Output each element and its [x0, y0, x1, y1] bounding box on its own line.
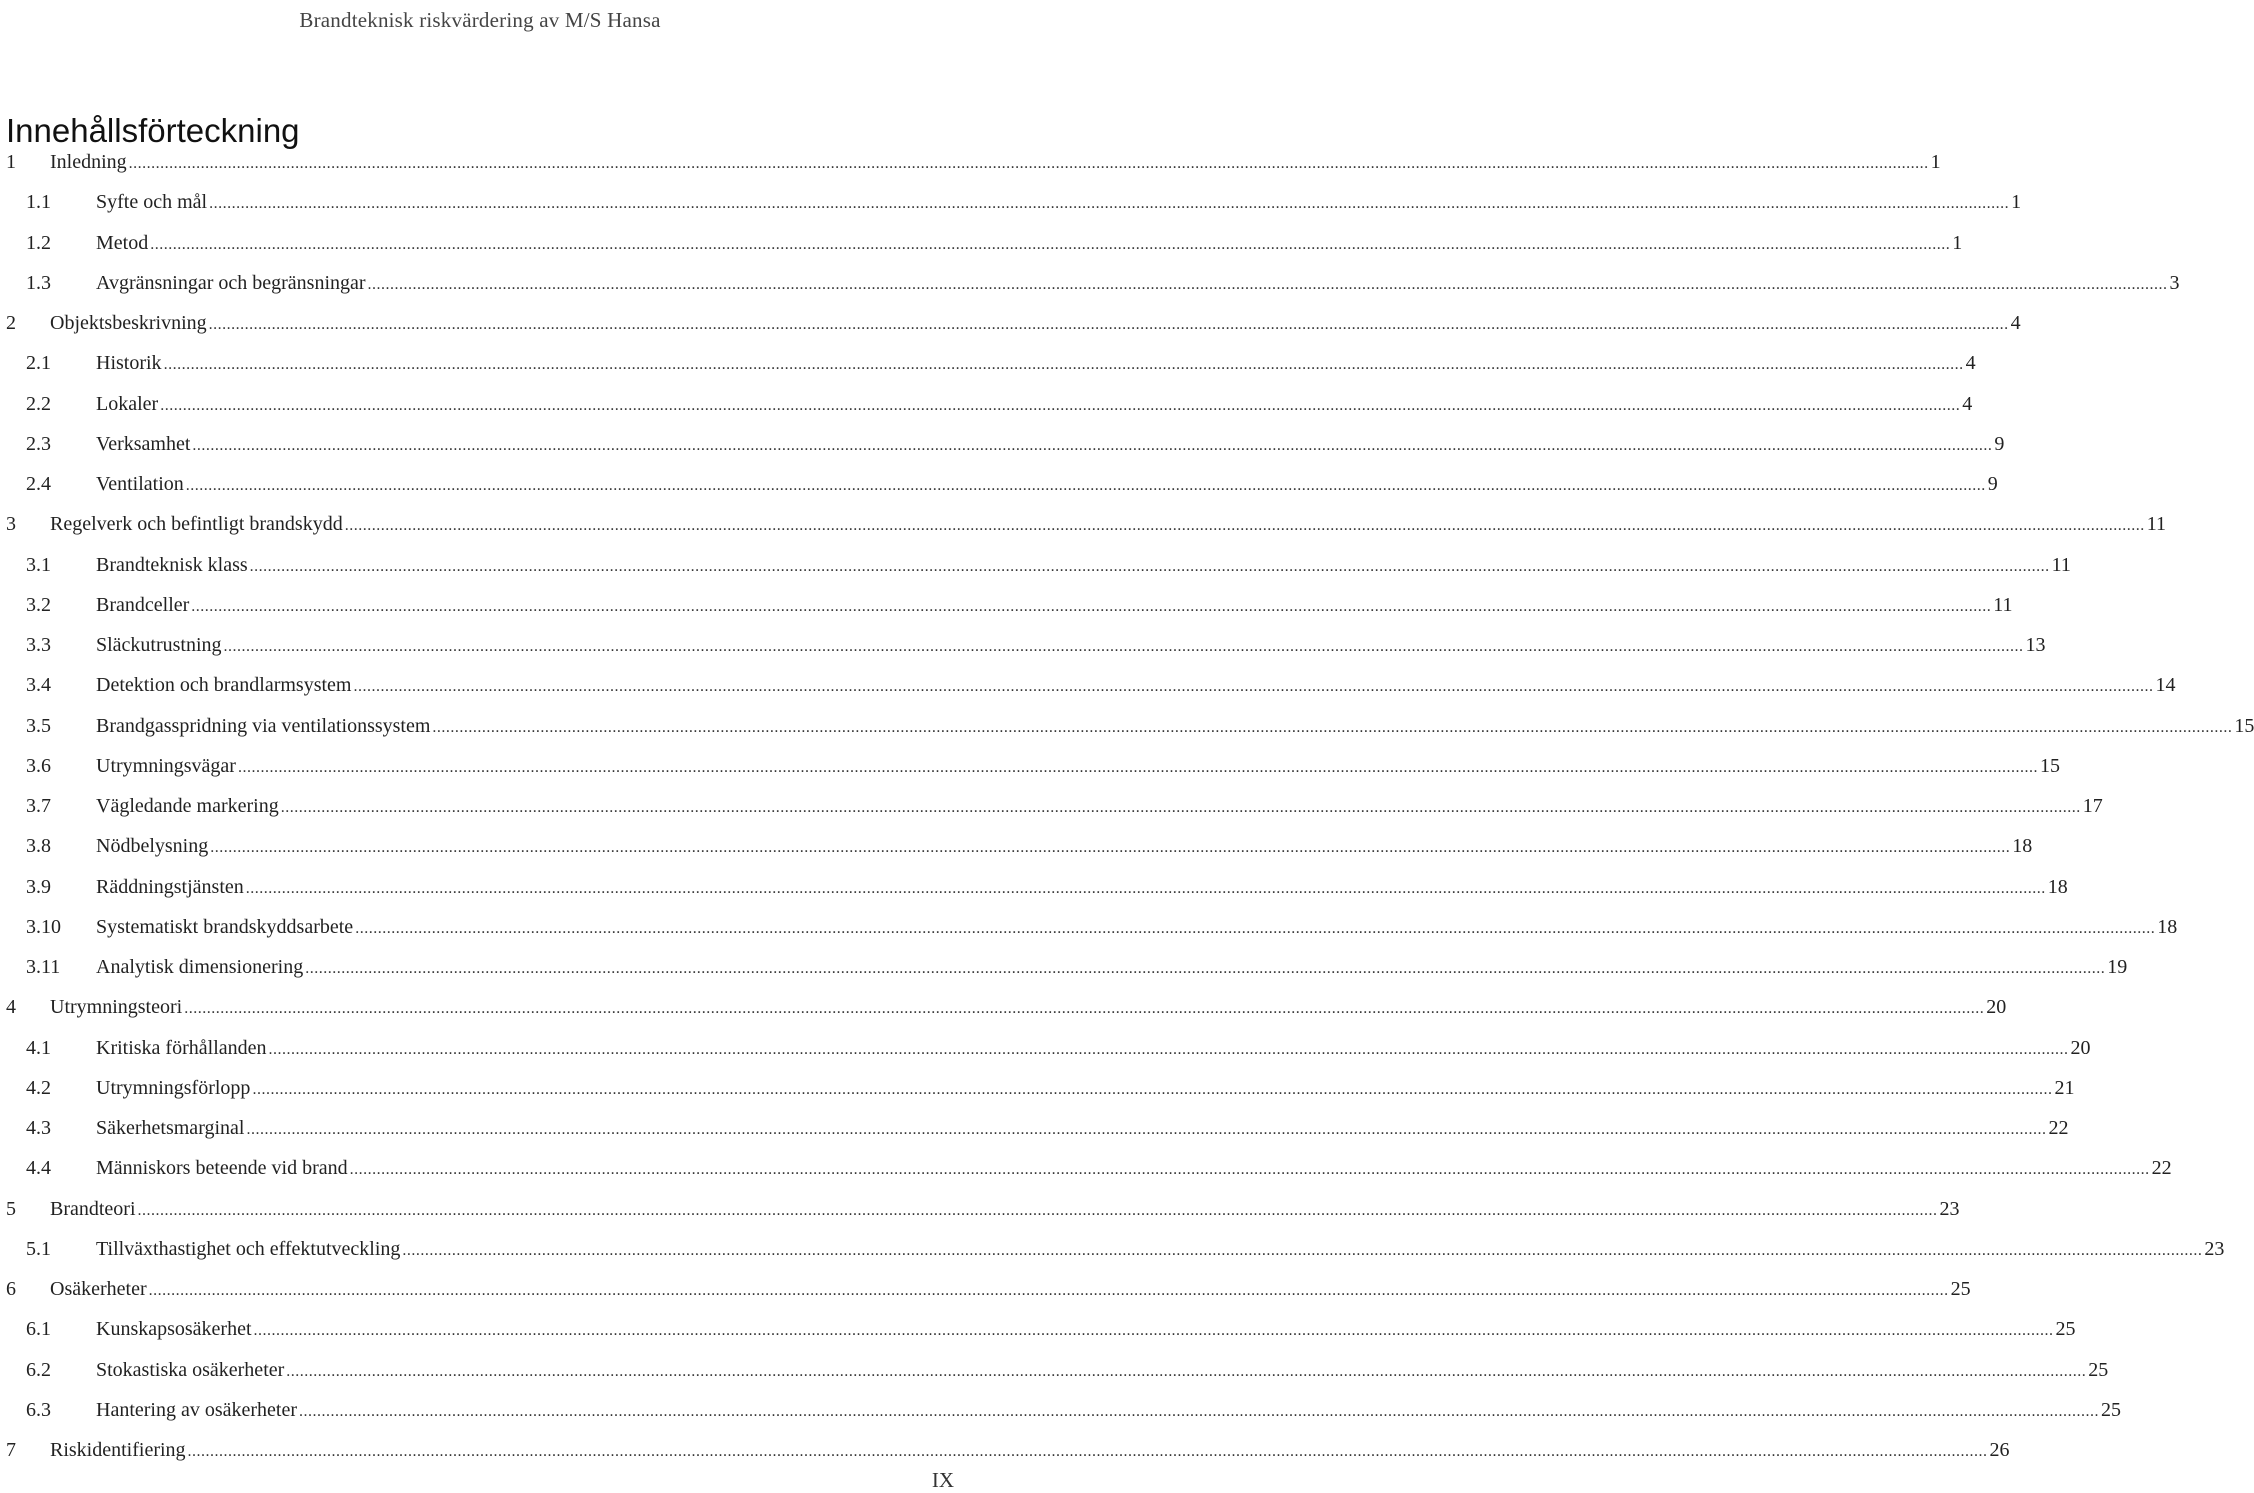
toc-dot-leader: ................................................................................................................................................................................................................................................................................................................................................................................................................: [237, 758, 2038, 776]
toc-title: Innehållsförteckning: [6, 112, 300, 149]
toc-entry-line: [50, 303, 2021, 343]
toc-entry-title[interactable]: Människors beteende vid brand: [96, 1157, 348, 1180]
toc-entry-line: [50, 504, 2166, 544]
toc-entry-page: 11: [1993, 593, 2013, 616]
toc-entry-line: [50, 987, 2007, 1027]
toc-entry-page: 18: [2012, 835, 2033, 858]
toc-dot-leader: ................................................................................................................................................................................................................................................................................................................................................................................................................: [249, 557, 2050, 575]
toc-entry[interactable]: [0, 303, 2021, 343]
toc-entry-number: 2.4: [26, 473, 51, 495]
toc-entry-page: 15: [2234, 714, 2254, 737]
toc-entry-number: 4: [6, 996, 16, 1019]
toc-dot-leader: ................................................................................................................................................................................................................................................................................................................................................................................................................: [432, 718, 2233, 736]
toc-entry-title[interactable]: Nödbelysning: [96, 835, 209, 858]
toc-entry-title[interactable]: Stokastiska osäkerheter: [96, 1358, 285, 1381]
toc-entry-title[interactable]: Riskidentifiering: [50, 1439, 186, 1461]
toc-entry[interactable]: [0, 907, 2178, 947]
toc-entry-number: 7: [6, 1439, 16, 1461]
running-header: Brandteknisk riskvärdering av M/S Hansa: [299, 8, 661, 32]
toc-entry-title[interactable]: Brandceller: [96, 593, 190, 616]
toc-dot-leader: ................................................................................................................................................................................................................................................................................................................................................................................................................: [245, 879, 2046, 897]
toc-entry[interactable]: [0, 826, 2033, 866]
toc-entry-page: 20: [2070, 1036, 2091, 1059]
toc-entry-title[interactable]: Osäkerheter: [50, 1278, 147, 1300]
toc-entry-page: 9: [1994, 432, 2005, 455]
toc-entry-number: 2: [6, 312, 16, 334]
toc-entry[interactable]: [0, 746, 2060, 786]
toc-dot-leader: ................................................................................................................................................................................................................................................................................................................................................................................................................: [353, 678, 2154, 696]
toc-entry-number: 1.1: [26, 191, 51, 214]
toc-entry-page: 4: [1965, 352, 1976, 375]
toc-entry-page: 25: [2101, 1398, 2122, 1421]
toc-entry-line: [96, 746, 2060, 786]
toc-entry-line: [96, 907, 2178, 947]
toc-dot-leader: ................................................................................................................................................................................................................................................................................................................................................................................................................: [208, 316, 2009, 333]
toc-entry-line: [96, 464, 1998, 504]
toc-entry[interactable]: [0, 504, 2166, 544]
toc-entry-number: 3.5: [26, 714, 51, 737]
toc-entry[interactable]: [0, 182, 2022, 222]
toc-entry-title[interactable]: Utrymningsförlopp: [96, 1076, 251, 1099]
toc-entry-page: 9: [1987, 473, 1998, 495]
toc-dot-leader: ................................................................................................................................................................................................................................................................................................................................................................................................................: [355, 919, 2156, 937]
toc-dot-leader: ................................................................................................................................................................................................................................................................................................................................................................................................................: [150, 235, 1951, 253]
toc-entry[interactable]: [0, 384, 1973, 424]
toc-dot-leader: ................................................................................................................................................................................................................................................................................................................................................................................................................: [192, 436, 1993, 454]
toc-entry-title[interactable]: Historik: [96, 352, 162, 375]
toc-dot-leader: ................................................................................................................................................................................................................................................................................................................................................................................................................: [280, 799, 2081, 816]
toc-entry-number: 3.7: [26, 795, 51, 817]
toc-entry-number: 3.9: [26, 875, 51, 898]
toc-entry[interactable]: [0, 1148, 2172, 1188]
toc-entry-number: 5.1: [26, 1237, 51, 1260]
toc-entry-number: 1.2: [26, 231, 51, 254]
toc-entry-title[interactable]: Syfte och mål: [96, 191, 208, 214]
toc-dot-leader: ................................................................................................................................................................................................................................................................................................................................................................................................................: [305, 960, 2106, 977]
toc-entry-line: [96, 867, 2068, 907]
toc-dot-leader: ................................................................................................................................................................................................................................................................................................................................................................................................................: [163, 356, 1964, 374]
toc-entry-page: 1: [2011, 191, 2022, 214]
toc-entry-page: 18: [2047, 875, 2068, 898]
toc-entry-title[interactable]: Verksamhet: [96, 432, 191, 455]
toc-entry-title[interactable]: Kunskapsosäkerhet: [96, 1318, 252, 1341]
toc-entry[interactable]: [0, 1028, 2091, 1068]
toc-entry-number: 6.2: [26, 1358, 51, 1381]
toc-entry[interactable]: [0, 786, 2103, 826]
toc-entry[interactable]: [0, 142, 1941, 182]
toc-entry-title[interactable]: Släckutrustning: [96, 634, 222, 656]
toc-entry-number: 3.6: [26, 754, 51, 777]
toc-entry-line: [96, 1309, 2076, 1349]
toc-entry-line: [96, 585, 2013, 625]
toc-dot-leader: ................................................................................................................................................................................................................................................................................................................................................................................................................: [349, 1161, 2150, 1179]
toc-entry-line: [96, 182, 2022, 222]
toc-entry-line: [96, 947, 2128, 987]
toc-entry-line: [96, 1108, 2069, 1148]
toc-entry-page: 25: [2055, 1318, 2076, 1341]
toc-entry-title[interactable]: Avgränsningar och begränsningar: [96, 271, 366, 294]
toc-dot-leader: ................................................................................................................................................................................................................................................................................................................................................................................................................: [367, 275, 2168, 293]
toc-entry-number: 3.8: [26, 835, 51, 858]
toc-dot-leader: ................................................................................................................................................................................................................................................................................................................................................................................................................: [253, 1322, 2054, 1340]
toc-entry-page: 20: [1986, 996, 2007, 1019]
toc-entry[interactable]: [0, 585, 2013, 625]
toc-entry-page: 14: [2155, 674, 2176, 697]
toc-entry-line: [96, 343, 1976, 383]
toc-entry-number: 3.4: [26, 674, 51, 697]
toc-entry-page: 18: [2157, 915, 2178, 938]
toc-entry-page: 3: [2169, 271, 2180, 294]
toc-entry-number: 1: [6, 151, 16, 173]
toc-entry-line: [96, 545, 2071, 585]
toc-entry-line: [96, 384, 1973, 424]
toc-entry-title[interactable]: Objektsbeskrivning: [50, 312, 207, 334]
toc-entry-page: 17: [2082, 795, 2103, 817]
toc-entry-line: [96, 665, 2176, 705]
toc-entry-title[interactable]: Räddningstjänsten: [96, 875, 244, 898]
toc-entry-page: 11: [2051, 553, 2071, 576]
toc-dot-leader: ................................................................................................................................................................................................................................................................................................................................................................................................................: [344, 517, 2145, 535]
toc-entry-line: [96, 1068, 2075, 1108]
toc-dot-leader: ................................................................................................................................................................................................................................................................................................................................................................................................................: [137, 1201, 1938, 1219]
toc-entry-page: 26: [1989, 1439, 2010, 1461]
toc-entry-number: 4.1: [26, 1036, 51, 1059]
toc-dot-leader: ................................................................................................................................................................................................................................................................................................................................................................................................................: [210, 839, 2011, 857]
toc-entry-page: 25: [1950, 1278, 1971, 1300]
page-number: IX: [931, 1468, 954, 1492]
toc-entry-number: 4.3: [26, 1117, 51, 1139]
toc-entry-line: [96, 1028, 2091, 1068]
toc-entry-number: 6.3: [26, 1398, 51, 1421]
toc-entry-line: [96, 1229, 2225, 1269]
toc-entry-number: 3.3: [26, 634, 51, 656]
toc-entry[interactable]: [0, 223, 1963, 263]
toc-entry-number: 5: [6, 1197, 16, 1220]
toc-entry-title[interactable]: Detektion och brandlarmsystem: [96, 674, 352, 697]
toc-entry-line: [96, 1148, 2172, 1188]
toc-entry-page: 15: [2039, 754, 2060, 777]
toc-entry-page: 4: [1962, 392, 1973, 415]
toc-entry[interactable]: [0, 625, 2046, 665]
toc-entry-line: [96, 786, 2103, 826]
toc-entry-number: 2.3: [26, 432, 51, 455]
toc-entry-number: 3: [6, 513, 16, 536]
toc-entry-line: [96, 1350, 2109, 1390]
toc-entry-number: 6: [6, 1278, 16, 1300]
toc-dot-leader: ................................................................................................................................................................................................................................................................................................................................................................................................................: [223, 638, 2024, 655]
toc-entry-number: 3.11: [26, 956, 61, 978]
toc-dot-leader: ................................................................................................................................................................................................................................................................................................................................................................................................................: [148, 1282, 1949, 1299]
toc-entry-number: 2.1: [26, 352, 51, 375]
toc-dot-leader: ................................................................................................................................................................................................................................................................................................................................................................................................................: [187, 1443, 1988, 1460]
toc-entry-line: [96, 826, 2033, 866]
toc-entry-page: 1: [1930, 151, 1941, 173]
toc-entry-number: 3.2: [26, 593, 51, 616]
toc-entry-number: 3.10: [26, 915, 61, 938]
toc-entry-number: 3.1: [26, 553, 51, 576]
toc-entry-line: [96, 706, 2254, 746]
toc-entry-title[interactable]: Säkerhetsmarginal: [96, 1117, 245, 1139]
toc-entry[interactable]: [0, 1269, 1971, 1309]
toc-dot-leader: ................................................................................................................................................................................................................................................................................................................................................................................................................: [191, 597, 1992, 615]
toc-entry[interactable]: [0, 545, 2071, 585]
toc-entry-line: [96, 1390, 2122, 1430]
toc-entry[interactable]: [0, 1229, 2225, 1269]
toc-entry-line: [50, 1189, 1960, 1229]
toc-entry-line: [50, 1430, 2010, 1470]
toc-entry-title[interactable]: Ventilation: [96, 473, 184, 495]
toc-dot-leader: ................................................................................................................................................................................................................................................................................................................................................................................................................: [160, 396, 1961, 414]
toc-entry[interactable]: [0, 1430, 2010, 1470]
toc-entry[interactable]: [0, 1189, 1960, 1229]
toc-entry-page: 22: [2151, 1157, 2172, 1180]
toc-dot-leader: ................................................................................................................................................................................................................................................................................................................................................................................................................: [184, 1000, 1985, 1018]
toc-entry[interactable]: [0, 1309, 2076, 1349]
toc-entry[interactable]: [0, 424, 2005, 464]
toc-entry[interactable]: [0, 665, 2176, 705]
toc-entry-line: [96, 424, 2005, 464]
toc-entry-number: 1.3: [26, 271, 51, 294]
toc-entry[interactable]: [0, 343, 1976, 383]
toc-entry[interactable]: [0, 464, 1998, 504]
toc-entry-title[interactable]: Kritiska förhållanden: [96, 1036, 267, 1059]
toc-entry-page: 25: [2088, 1358, 2109, 1381]
toc-entry-title[interactable]: Vägledande markering: [96, 795, 279, 817]
toc-entry-page: 21: [2054, 1076, 2075, 1099]
toc-entry-page: 11: [2146, 513, 2166, 536]
toc-entry-page: 13: [2025, 634, 2046, 656]
toc-entry-page: 1: [1952, 231, 1963, 254]
toc-entry[interactable]: [0, 263, 2180, 303]
toc-entry[interactable]: [0, 947, 2128, 987]
toc-entry-number: 4.2: [26, 1076, 51, 1099]
toc-dot-leader: ................................................................................................................................................................................................................................................................................................................................................................................................................: [402, 1241, 2203, 1259]
toc-entry[interactable]: [0, 1108, 2069, 1148]
toc-entry-title[interactable]: Utrymningsvägar: [96, 754, 236, 777]
toc-entry-number: 4.4: [26, 1157, 51, 1180]
toc-entry-page: 22: [2048, 1117, 2069, 1139]
toc-entry-line: [50, 142, 1941, 182]
toc-entry-line: [96, 223, 1963, 263]
toc-entry[interactable]: [0, 867, 2068, 907]
toc-entry-page: 23: [2204, 1237, 2225, 1260]
toc-entry[interactable]: [0, 1350, 2109, 1390]
toc-entry-title[interactable]: Tillväxthastighet och effektutveckling: [96, 1237, 401, 1260]
toc-entry-page: 4: [2010, 312, 2021, 334]
toc-dot-leader: ................................................................................................................................................................................................................................................................................................................................................................................................................: [299, 1402, 2100, 1420]
toc-entry[interactable]: [0, 987, 2007, 1027]
toc-entry-title[interactable]: Lokaler: [96, 392, 159, 415]
toc-entry[interactable]: [0, 1390, 2122, 1430]
toc-entry-title[interactable]: Systematiskt brandskyddsarbete: [96, 915, 354, 938]
toc-entry-title[interactable]: Regelverk och befintligt brandskydd: [50, 513, 343, 536]
toc-entry[interactable]: [0, 706, 2254, 746]
toc-entry-page: 23: [1939, 1197, 1960, 1220]
toc-dot-leader: ................................................................................................................................................................................................................................................................................................................................................................................................................: [246, 1121, 2047, 1138]
toc-entry-title[interactable]: Hantering av osäkerheter: [96, 1398, 298, 1421]
toc-dot-leader: ................................................................................................................................................................................................................................................................................................................................................................................................................: [268, 1040, 2069, 1058]
toc-entry-title[interactable]: Analytisk dimensionering: [96, 956, 304, 978]
toc-entry-number: 6.1: [26, 1318, 51, 1341]
toc-dot-leader: ................................................................................................................................................................................................................................................................................................................................................................................................................: [185, 477, 1986, 494]
toc-entry-line: [96, 263, 2180, 303]
toc-entry-title[interactable]: Brandteori: [50, 1197, 136, 1220]
toc-entry-page: 19: [2107, 956, 2128, 978]
toc-entry-title[interactable]: Brandgasspridning via ventilationssystem: [96, 714, 431, 737]
toc-entry-number: 2.2: [26, 392, 51, 415]
toc-dot-leader: ................................................................................................................................................................................................................................................................................................................................................................................................................: [252, 1080, 2053, 1098]
toc-dot-leader: ................................................................................................................................................................................................................................................................................................................................................................................................................: [209, 195, 2010, 213]
toc-dot-leader: ................................................................................................................................................................................................................................................................................................................................................................................................................: [128, 155, 1929, 172]
toc-entry-title[interactable]: Brandteknisk klass: [96, 553, 248, 576]
toc-entry-title[interactable]: Inledning: [50, 151, 127, 173]
toc-entry-title[interactable]: Metod: [96, 231, 149, 254]
toc-entry-title[interactable]: Utrymningsteori: [50, 996, 183, 1019]
toc-dot-leader: ................................................................................................................................................................................................................................................................................................................................................................................................................: [286, 1362, 2087, 1380]
toc-entry[interactable]: [0, 1068, 2075, 1108]
toc-entry-line: [96, 625, 2046, 665]
toc-entry-line: [50, 1269, 1971, 1309]
